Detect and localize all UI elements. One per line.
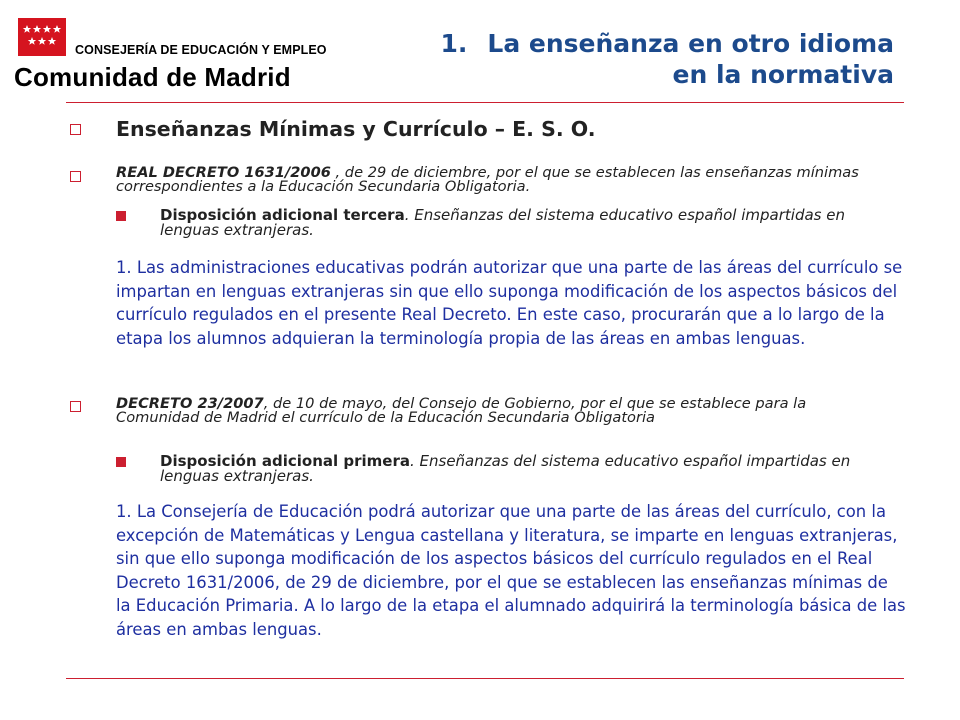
decree-2-disposition-desc: . Enseñanzas del sistema educativo español impartidas en lenguas extranjeras. <box>160 452 851 485</box>
filled-square-bullet-icon <box>116 211 126 221</box>
hollow-square-bullet-icon <box>70 171 81 182</box>
decree-2-text <box>116 397 886 425</box>
section-heading: Enseñanzas Mínimas y Currículo – E. S. O. <box>116 117 596 141</box>
title-line-2: en la normativa <box>672 60 894 89</box>
logo <box>14 18 327 92</box>
decree-1-quote: 1. Las administraciones educativas podrán autorizar que una parte de las áreas del currículo se impartan en lenguas extranjeras sin que ello suponga modificación de los aspectos básicos del currículo regulados en el presente Real Decreto. En este caso, procurarán que a lo largo de la etapa los alumnos adquieran la terminología propia de las áreas en ambas lenguas. <box>116 258 903 348</box>
title-number: 1. <box>440 29 468 58</box>
decree-1-disposition-desc: . Enseñanzas del sistema educativo español impartidas en lenguas extranjeras. <box>160 206 845 239</box>
title-line-1: La enseñanza en otro idioma <box>487 29 894 58</box>
decree-1-text <box>116 166 886 194</box>
decree-2-disposition-title: Disposición adicional primera <box>160 452 410 470</box>
decree-2-title: DECRETO 23/2007 <box>116 395 264 412</box>
hollow-square-bullet-icon <box>70 401 81 412</box>
logo-name: Comunidad de Madrid <box>14 62 291 92</box>
decree-2-disposition <box>160 454 895 484</box>
decree-2-quote: 1. La Consejería de Educación podrá autorizar que una parte de las áreas del currículo, con la excepción de Matemáticas y Lengua castellana y literatura, se imparte en lenguas extranjeras, sin que ello suponga modificación de los aspectos básicos del currículo regulados en el Real Decreto 1631/2006, de 29 de diciembre, por el que se establecen las enseñanzas mínimas de la Educación Primaria. A lo largo de la etapa el alumnado adquirirá la terminología básica de las áreas en ambas lenguas. <box>116 502 906 639</box>
logo-consejeria: CONSEJERÍA DE EDUCACIÓN Y EMPLEO <box>75 43 327 57</box>
decree-1-description: , de 29 de diciembre, por el que se establecen las enseñanzas mínimas correspondientes a la Educación Secundaria Obligatoria. <box>116 164 859 195</box>
hollow-square-bullet-icon <box>70 124 81 135</box>
header-divider <box>66 102 904 103</box>
decree-2-description: , de 10 de mayo, del Consejo de Gobierno, por el que se establece para la Comunidad de Madrid el currículo de la Educación Secundaria Obligatoria <box>116 395 807 426</box>
decree-1-disposition <box>160 208 895 238</box>
madrid-flag-icon <box>18 18 66 56</box>
page-title <box>440 28 894 90</box>
filled-square-bullet-icon <box>116 457 126 467</box>
decree-1-title: REAL DECRETO 1631/2006 <box>116 164 331 181</box>
decree-1-disposition-title: Disposición adicional tercera <box>160 206 405 224</box>
footer-divider <box>66 678 904 679</box>
